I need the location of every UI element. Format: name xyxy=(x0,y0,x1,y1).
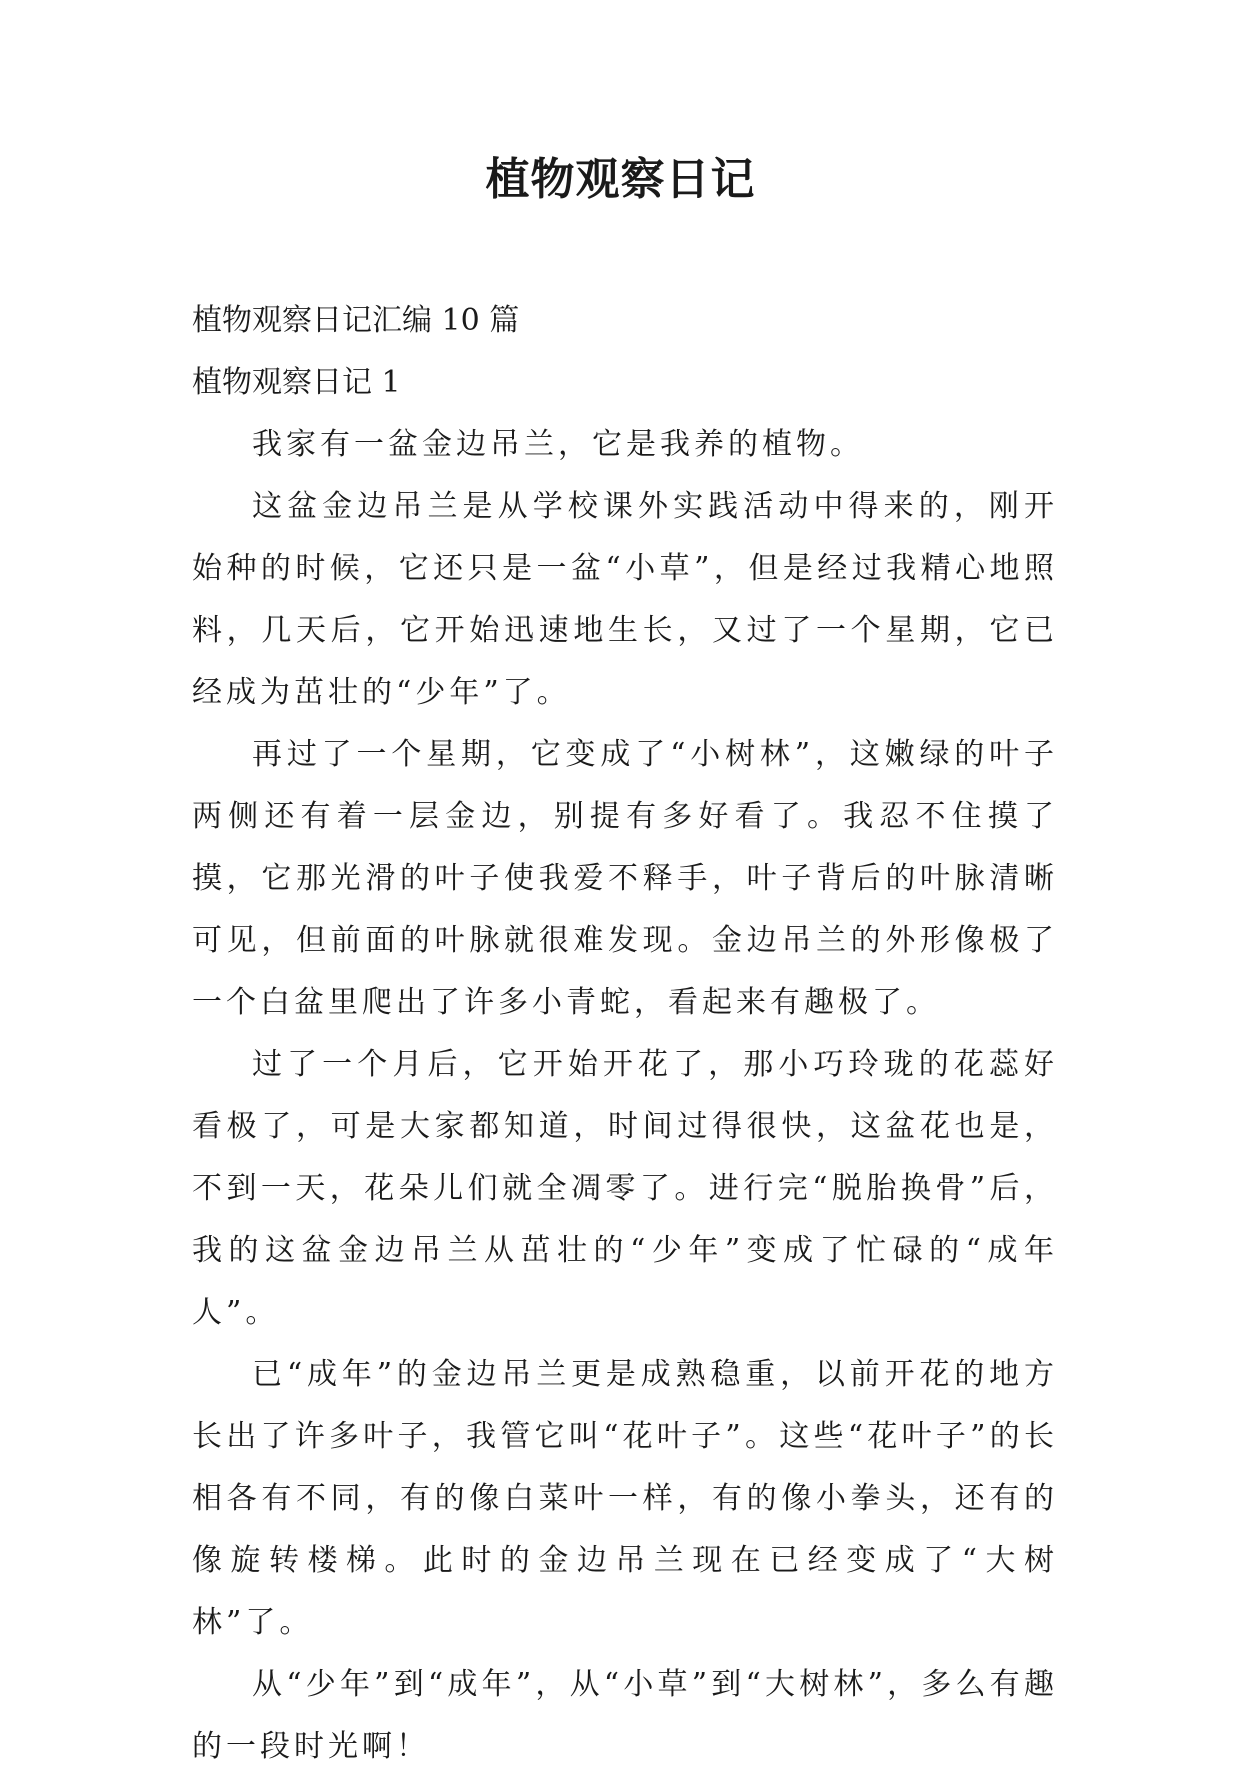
document-body xyxy=(192,290,1058,1778)
paragraph-6: 从“少年”到“成年”，从“小草”到“大树林”，多么有趣的一段时光啊！ xyxy=(192,1667,1058,1764)
collection-subtitle: 植物观察日记汇编 10 篇 xyxy=(192,303,520,338)
document-title: 植物观察日记 xyxy=(485,154,756,205)
paragraph-1: 我家有一盆金边吊兰，它是我养的植物。 xyxy=(252,427,864,462)
paragraph-5: 已“成年”的金边吊兰更是成熟稳重，以前开花的地方长出了许多叶子，我管它叫“花叶子”。这些“花叶子”的长相各有不同，有的像白菜叶一样，有的像小拳头，还有的像旋转楼梯。此时的金边吊兰现在已经变成了“大树林”了。 xyxy=(192,1357,1058,1640)
paragraph-3: 再过了一个星期，它变成了“小树林”，这嫩绿的叶子两侧还有着一层金边，别提有多好看了。我忍不住摸了摸，它那光滑的叶子使我爱不释手，叶子背后的叶脉清晰可见，但前面的叶脉就很难发现。金边吊兰的外形像极了一个白盆里爬出了许多小青蛇，看起来有趣极了。 xyxy=(192,737,1058,1020)
paragraph-2: 这盆金边吊兰是从学校课外实践活动中得来的，刚开始种的时候，它还只是一盆“小草”，但是经过我精心地照料，几天后，它开始迅速地生长，又过了一个星期，它已经成为茁壮的“少年”了。 xyxy=(192,489,1058,710)
section-heading: 植物观察日记 1 xyxy=(192,365,401,400)
paragraph-4: 过了一个月后，它开始开花了，那小巧玲珑的花蕊好看极了，可是大家都知道，时间过得很快，这盆花也是，不到一天，花朵儿们就全凋零了。进行完“脱胎换骨”后，我的这盆金边吊兰从茁壮的“少年”变成了忙碌的“成年人”。 xyxy=(192,1047,1058,1330)
